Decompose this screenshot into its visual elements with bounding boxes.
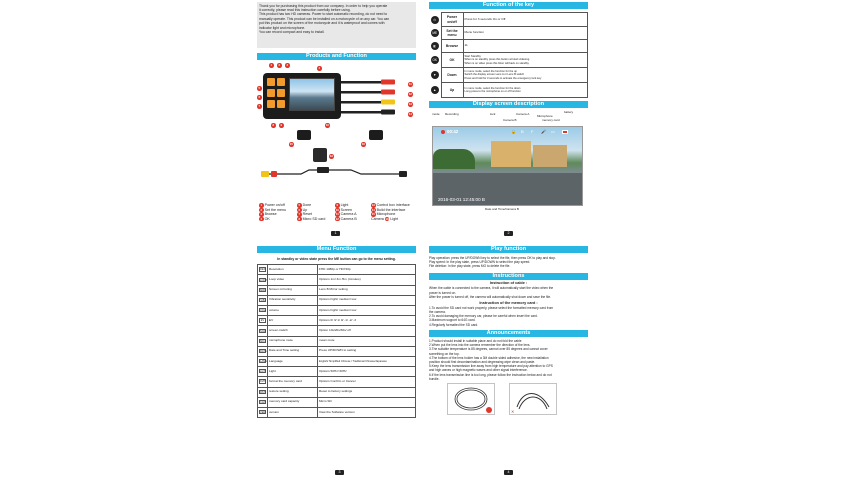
menu-row-value: Reset to factory settings [318, 387, 416, 397]
format-icon: FMT [260, 380, 266, 384]
menu-row [258, 306, 416, 316]
key-name: Power on/off [441, 13, 463, 27]
menu-row [258, 295, 416, 305]
clock-icon: DATE [260, 349, 267, 353]
battery-icon [562, 130, 568, 134]
card-line: the camera. [429, 310, 446, 314]
legend-item: Browse [264, 212, 277, 217]
callout-3: 3 [286, 63, 289, 67]
menu-row [258, 326, 416, 336]
callout-10: 10 [325, 123, 329, 127]
legend-item: Camera B [340, 216, 357, 221]
play-line: File deletion: In the play state, press MO to delete the file. [429, 264, 511, 269]
callout-12: 12 [408, 92, 412, 96]
ok-button [277, 89, 285, 97]
menu-row [258, 356, 416, 366]
card-text [429, 306, 588, 327]
intro-line: put this product on the screen of the motorcycle and it is waterproof and comes with [259, 21, 385, 26]
intro-line: Thank you for purchasing this product from our company. In order to help you operate [259, 3, 388, 8]
display-header: Display screen description [429, 101, 588, 108]
legend-item: Set the menu [264, 207, 286, 212]
play-line: Play operation: press the UP/DOWN key to select the file, then press OK to play and stop. [429, 256, 556, 260]
menu-row-name: restore setting [268, 387, 318, 397]
camera-b [369, 130, 383, 140]
svg-text:✕: ✕ [511, 409, 515, 415]
microphone-icon: 🎤 [541, 129, 546, 134]
callout-5: 5 [258, 86, 261, 90]
menu-row-name: Vibration sensitivity [268, 295, 318, 305]
announcement-line: 2.When put the lens into the camera remember the direction of the lens. [429, 343, 531, 348]
card-line: 3.Maximum support to 64G card. [429, 318, 476, 323]
page-4 [429, 246, 588, 474]
play-line: Play speed: In the play state, press UP/DOWN to select the play speed. [429, 260, 531, 265]
key-desc: Start Standby When is on standby press this button wil start videoing. When is on video press this btton will back on standby. [463, 53, 588, 68]
key-function-header: Function of the key [429, 2, 588, 9]
key-desc: Menu function [463, 27, 588, 40]
browse-icon: ◧ [431, 42, 439, 50]
menu-row-name: Loop video [268, 275, 318, 285]
key-name: Set the menu [441, 27, 463, 40]
menu-row-name: volume [268, 306, 318, 316]
menu-row [258, 377, 416, 387]
key-row [429, 83, 588, 98]
announcement-line: and high waves or high magnetic waves and other signal interference. [429, 368, 528, 373]
announcement-line: 1.Product should install in suitable place and do not fold the cable [429, 338, 522, 343]
legend-item: Build the interface [376, 207, 406, 212]
menu-row-name: microphone mute [268, 336, 318, 346]
instructions-header: Instructions [429, 273, 588, 280]
menu-row-value: Options 0/ 3/ 1/ 0/ -1/ -2/ -3 [318, 316, 416, 326]
menu-row-name: Date and Time setting [268, 346, 318, 356]
loop-video-icon: LOOP [260, 278, 268, 282]
menu-function-header: Menu Function [257, 246, 416, 253]
legend-item: Micro SD card [302, 216, 326, 221]
lock-icon: 🔒 [511, 129, 516, 134]
announcement-line: bundle. [429, 376, 440, 381]
play-text [429, 256, 588, 269]
coiled-cable-wrong [447, 383, 495, 415]
label-lock: lock [490, 112, 496, 116]
announcement-line: 5.Keep the lens transmission line away from high temperature and pay attention to GPS [429, 364, 553, 369]
screen-switch-icon: SCR [260, 329, 266, 333]
cable-title: Instruction of cable : [489, 281, 528, 286]
menu-row-value: Options 50Hz/ 60Hz [318, 367, 416, 377]
building-shape [533, 145, 567, 167]
menu-row [258, 367, 416, 377]
callout-9: 9 [280, 123, 283, 127]
announcement-line: 3.The suitable temperature is 85 degrees, cannot over 85 degrees and cannot cover [429, 347, 548, 352]
down-icon: ▼ [431, 71, 439, 79]
menu-button [277, 78, 285, 86]
resolution-icon: RES [260, 268, 266, 272]
page-number: 4 [504, 470, 513, 475]
label-recording: Recording [445, 112, 459, 116]
light-icon: LGT [260, 370, 266, 374]
callout-6: 6 [258, 95, 261, 99]
callout-7: 7 [258, 104, 261, 108]
intro-line: indicator light and microphone. [259, 25, 306, 30]
legend-item: Up [302, 207, 308, 212]
microphone-icon: MIC [260, 339, 265, 343]
menu-row-value: FHD 1080p or HD720p [318, 265, 416, 275]
legend-item: Done [302, 203, 312, 207]
product-illustration [257, 62, 416, 198]
menu-row [258, 285, 416, 295]
menu-row-value: Options hight/ medium/ low [318, 295, 416, 305]
sd-card-icon: CAP [260, 400, 266, 404]
menu-row-value: English/ Simplified Chinese / Traditional Chinese/Japanese [318, 356, 416, 366]
menu-row-value: View the Software version [318, 407, 416, 417]
announcement-line: 6.If the lens transmission line is too long, please follow the instruction below and do not [429, 372, 552, 377]
menu-row-name: format the memory card [268, 377, 318, 387]
key-row [429, 68, 588, 83]
menu-icon: ME [432, 31, 438, 35]
menu-row-value: mean mute [318, 336, 416, 346]
legend-column: 5 Done 6 Up 7 Reset 8 Micro SD card [298, 203, 326, 221]
wiring-harness [261, 164, 411, 184]
menu-row [258, 316, 416, 326]
timestamp-overlay: 2016-03-01 12:45:00 B [438, 197, 485, 202]
label-mode: mode [432, 112, 440, 116]
menu-row-value: Lens B Mirror setting [318, 285, 416, 295]
cable-text [429, 286, 588, 299]
announcement-line: 4.The bottom of the lens holder has a 3M double sided adhesive, the new installation [429, 355, 549, 360]
menu-row [258, 275, 416, 285]
callout-15: 15 [289, 142, 293, 146]
ev-icon: EV [260, 319, 265, 323]
callout-2: 2 [278, 63, 281, 67]
key-desc: Press for 3 seconds On or Off [463, 13, 588, 27]
coiled-cable-correct [509, 383, 557, 415]
menu-row-value: Option 10s/20s/30s/ off [318, 326, 416, 336]
menu-row-name: Screen mirroring [268, 285, 318, 295]
label-camera-b: Camera B [503, 118, 517, 122]
version-icon: VER [260, 411, 266, 415]
camera-f-icon: F [531, 129, 534, 134]
cable-line: After the power is turned off, the camera will automatically shut down and save the file. [429, 294, 552, 299]
menu-row-name: version [268, 407, 318, 417]
status-bar [433, 128, 583, 137]
legend-item: Control box interface [376, 203, 410, 207]
callout-4: 4 [318, 66, 321, 70]
key-desc: In menu mode, select the function for the down Long press to the microphone on or off function [463, 83, 588, 98]
key-row [429, 40, 588, 53]
legend-column: 1 Power on/off 2 Set the menu 3 Browse 4 OK [260, 203, 286, 221]
key-row [429, 13, 588, 27]
label-battery: battery [564, 110, 574, 114]
label-camera-a: Camera A [516, 112, 530, 116]
intro-line: it correctly, please read this instruction carefully before using. [259, 7, 351, 12]
callout-16: 16 [361, 142, 365, 146]
key-name: Up [441, 83, 463, 98]
legend-item: Microphone [376, 212, 396, 217]
restore-icon: RST [260, 390, 266, 394]
unit-screen [289, 78, 335, 111]
card-line: 4.Regularly formatted the SD card. [429, 322, 479, 327]
camera-a [297, 130, 311, 140]
page-number: 1 [331, 231, 340, 236]
menu-row-name: screen switch [268, 326, 318, 336]
power-button [267, 78, 275, 86]
display-screen [432, 126, 583, 206]
card-line: 2.To avoid damaging the memory car, please be careful when insert the card. [429, 314, 538, 319]
legend [259, 203, 415, 225]
legend-column: 9 Light 10 Screen 11 Camera A 12 Camera B [335, 203, 357, 221]
menu-row [258, 407, 416, 417]
intro-line: You can record compact and easy to install. [259, 30, 325, 35]
callout-13b: 13 [329, 154, 333, 158]
legend-column: 13 Control box interface 14 Build the interface 15 Microphone Camera 16 Light [371, 203, 410, 221]
main-unit [263, 73, 341, 119]
play-function-header: Play function [429, 246, 588, 253]
up-button [277, 100, 285, 108]
announcement-line: position should first decontamination and degreasing wipe clean and paste. [429, 359, 536, 364]
key-name: OK [441, 53, 463, 68]
card-title: Instruction of the memory card : [479, 300, 538, 305]
mirror-icon: MIR [260, 288, 265, 292]
cable-illustration [341, 78, 409, 118]
language-icon: LANG [260, 360, 268, 364]
cable-line: When the cable is connected to the camera, it will automatically start the video when the [429, 286, 554, 291]
menu-row-value: Options hight/ medium/ low [318, 306, 416, 316]
key-name: Browse [441, 40, 463, 53]
announcements-header: Announcements [429, 330, 588, 337]
down-button [267, 100, 275, 108]
page-number: 3 [335, 470, 344, 475]
key-desc: In menu mode, select the function for the up Switch the display screen Lens A or Lens B switch Press and hold for 3 seconds to activate the emergency lock key [463, 68, 588, 83]
legend-item: Power on/off [264, 203, 285, 207]
menu-subtitle: In standby or video state press the ME button can go to the menu setting. [277, 257, 396, 261]
menu-row-value: Micro SD [318, 397, 416, 407]
intro-line: This product has two HD cameras. Power to start automatic recording, do not need to [259, 12, 388, 17]
menu-row [258, 397, 416, 407]
label-memory-card: memory card [542, 118, 560, 122]
volume-icon: VOL [260, 309, 266, 313]
label-microphone: Microphone [537, 114, 553, 118]
key-table [429, 12, 588, 98]
recording-time: 00:42 [447, 129, 459, 134]
menu-row-name: memory card capacity [268, 397, 318, 407]
menu-row-value: Options Confirm or Cancel [318, 377, 416, 387]
menu-row-name: Light [268, 367, 318, 377]
callout-8: 8 [272, 123, 275, 127]
card-line: 1.To avoid the SD card not work properly, please select the formatted memory card from [429, 305, 554, 310]
record-dot-icon [441, 130, 445, 134]
menu-row-name: Resolution [268, 265, 318, 275]
page-3 [257, 246, 416, 474]
menu-table [257, 264, 416, 418]
menu-row [258, 336, 416, 346]
page-number: 2 [504, 231, 513, 236]
menu-row-name: EV [268, 316, 318, 326]
button-grid [267, 78, 285, 114]
sd-card-icon: ▭ [551, 129, 555, 134]
control-box [313, 148, 327, 162]
legend-item: Camera A [340, 212, 357, 217]
page-2 [429, 2, 588, 235]
callout-11: 11 [408, 82, 412, 86]
announcement-line: something on the top. [429, 351, 460, 356]
cable-coil-images [429, 383, 588, 417]
vibration-icon: VIB [260, 298, 265, 302]
power-icon: ⏻ [431, 16, 439, 24]
menu-row-value: Options 1m/ 3m /5m (minutes) [318, 275, 416, 285]
legend-item: Screen [340, 207, 352, 212]
browse-button [267, 89, 275, 97]
intro-text [257, 2, 416, 48]
legend-item: Reset [302, 212, 312, 217]
callout-14: 14 [408, 112, 412, 116]
intro-line: manually operate. This product can be installed on a motorcycle of on any car. You can [259, 16, 390, 21]
menu-row-value: Press UP/DOWN to setting [318, 346, 416, 356]
key-desc: 11 [463, 40, 588, 53]
up-icon: ▲ [431, 86, 439, 94]
callout-13: 13 [408, 102, 412, 106]
products-header: Products and Function [257, 53, 416, 60]
page-1 [257, 2, 416, 235]
key-row [429, 27, 588, 40]
menu-row-name: Language [268, 356, 318, 366]
legend-item: Light [340, 203, 349, 207]
building-shape [491, 141, 531, 167]
menu-row [258, 387, 416, 397]
announcement-text [429, 339, 588, 381]
menu-row [258, 265, 416, 275]
display-caption: Date and Time/Camera B [485, 207, 519, 211]
cable-line: power is turned on. [429, 290, 457, 295]
ok-icon: OK [432, 58, 438, 62]
legend-item: OK [264, 216, 270, 221]
menu-row [258, 346, 416, 356]
key-name: Down [441, 68, 463, 83]
key-row [429, 53, 588, 68]
legend-item: Camera [371, 216, 384, 221]
camera-b-icon: B [521, 129, 524, 134]
tree-shape [433, 149, 475, 169]
legend-item: Light [390, 216, 399, 221]
display-diagram [429, 110, 588, 216]
callout-1: 1 [270, 63, 273, 67]
